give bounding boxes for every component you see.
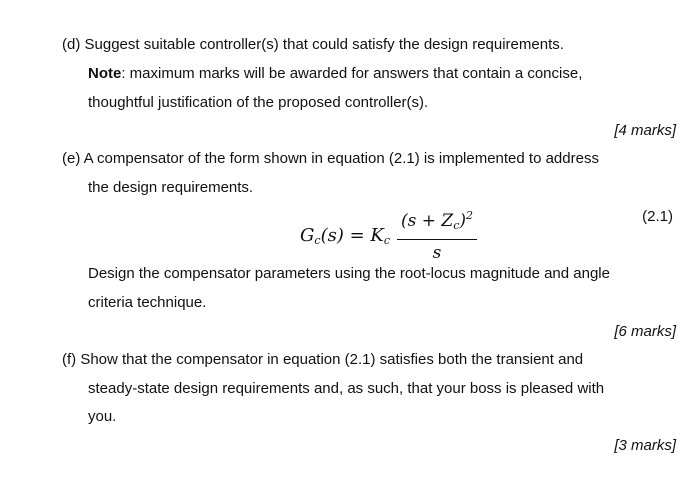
part-d-note-line-2: thoughtful justification of the proposed controller(s). — [88, 94, 429, 111]
part-f-line-2: steady-state design requirements and, as such, that your boss is pleased with — [88, 380, 605, 397]
part-e-line-4: criteria technique. — [88, 294, 207, 311]
equation-fraction — [397, 205, 477, 263]
part-f-line-1: (f) Show that the compensator in equation (2.1) satisfies both the transient and — [62, 351, 584, 368]
equation-denominator: s — [432, 243, 442, 263]
part-e-line-2: the design requirements. — [88, 179, 254, 196]
part-e-line-3: Design the compensator parameters using the root-locus magnitude and angle — [88, 265, 610, 282]
equation-lhs: $G_c(s) = K_c$ — [300, 225, 390, 247]
note-text: : maximum marks will be awarded for answers that contain a concise, — [121, 65, 583, 82]
part-d-marks: [4 marks] — [614, 122, 676, 139]
part-e-line-1: (e) A compensator of the form shown in equation (2.1) is implemented to address — [62, 150, 599, 167]
part-e-marks: [6 marks] — [614, 323, 676, 340]
part-d-note-line-1 — [88, 65, 582, 83]
fraction-bar — [397, 239, 477, 240]
equation-numerator: $(s + Z_c)^2$ — [400, 209, 474, 232]
part-f-line-3: you. — [88, 408, 117, 425]
part-d-line-1: (d) Suggest suitable controller(s) that could satisfy the design requirements. — [62, 36, 564, 53]
part-f-marks: [3 marks] — [614, 437, 676, 454]
equation-number: (2.1) — [642, 208, 673, 225]
note-label: Note — [88, 65, 122, 82]
